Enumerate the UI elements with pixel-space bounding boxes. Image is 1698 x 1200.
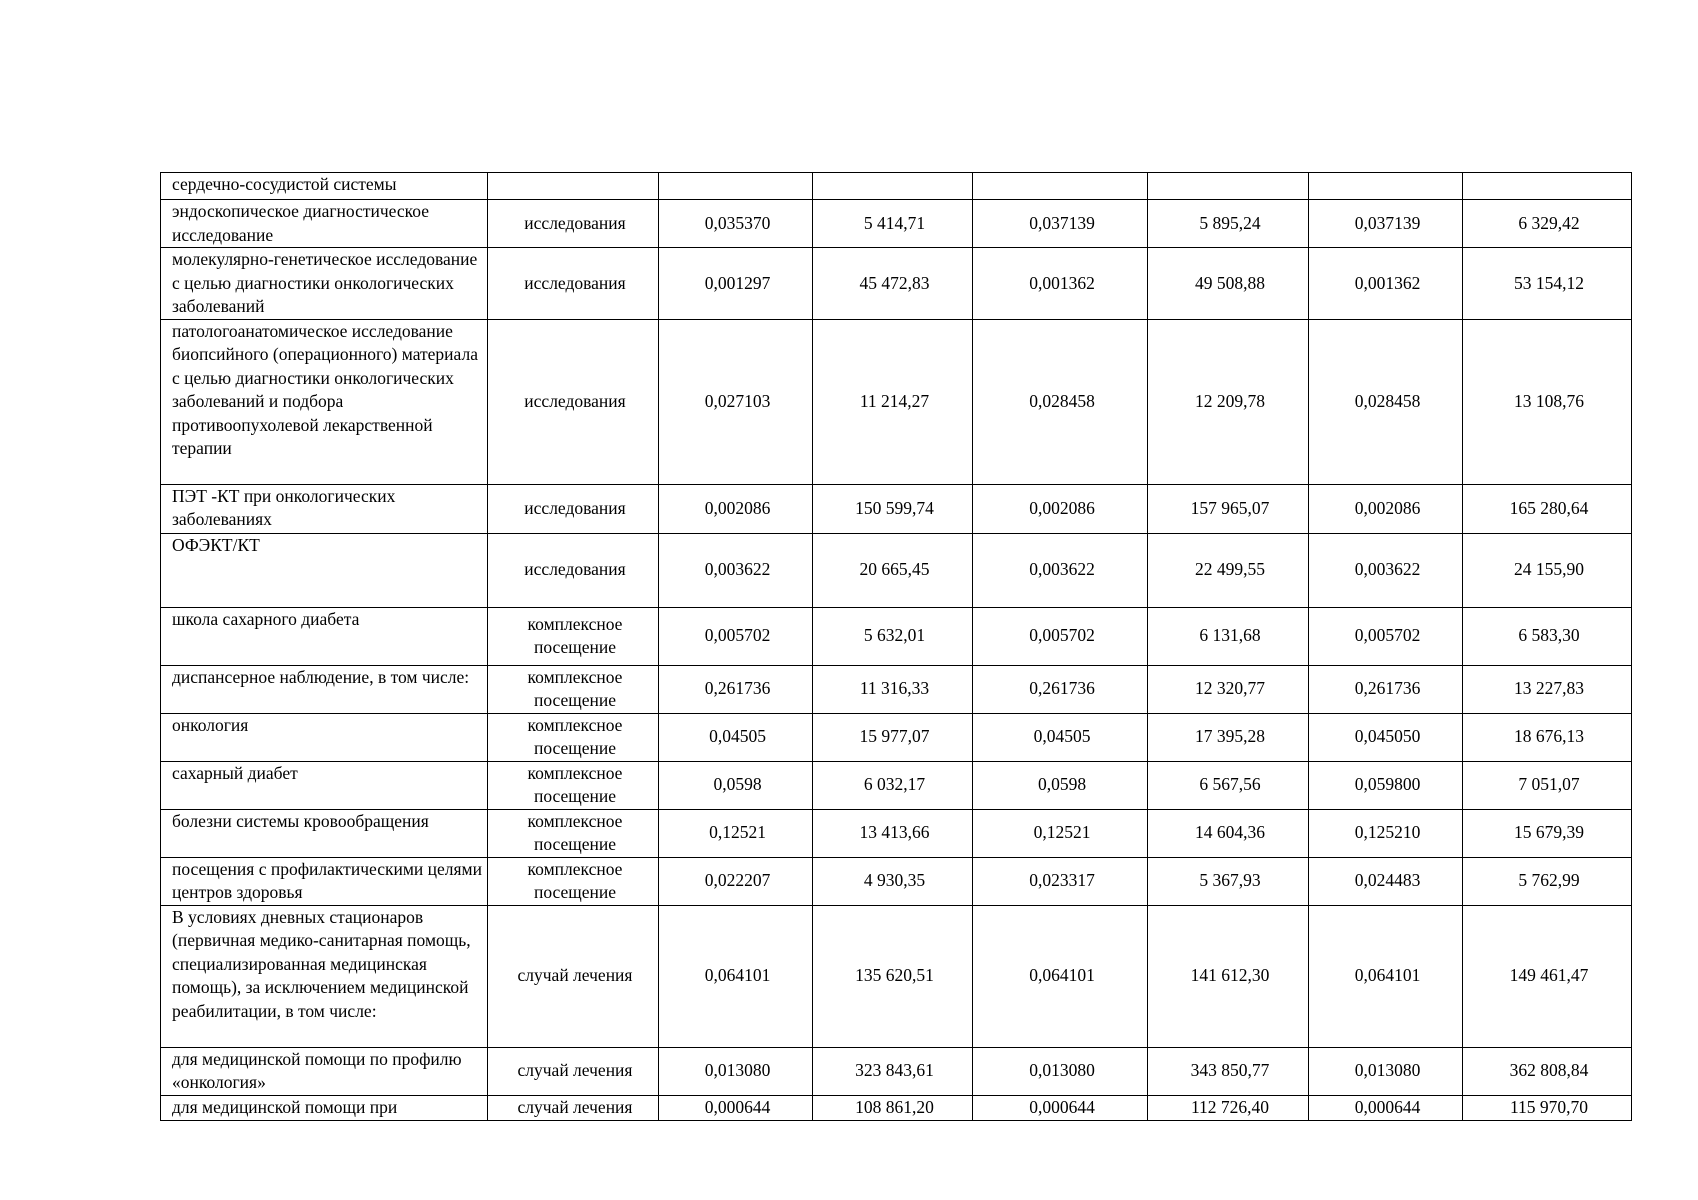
cell-value: 17 395,28 — [1148, 713, 1309, 761]
cell-value: 0,002086 — [659, 484, 813, 533]
row-name: молекулярно-генетическое исследование с целью диагностики онкологических заболеваний — [161, 248, 488, 320]
cell-value: 12 209,78 — [1148, 319, 1309, 484]
row-name: диспансерное наблюдение, в том числе: — [161, 665, 488, 713]
table-row — [161, 857, 1632, 905]
row-name: сердечно-сосудистой системы — [161, 173, 488, 200]
table-row — [161, 1047, 1632, 1095]
cell-value: 150 599,74 — [813, 484, 973, 533]
cell-value: 5 414,71 — [813, 200, 973, 248]
row-name: школа сахарного диабета — [161, 607, 488, 665]
row-unit: комплексное посещение — [488, 607, 659, 665]
row-unit: комплексное посещение — [488, 761, 659, 809]
row-name: сахарный диабет — [161, 761, 488, 809]
cell-value — [973, 173, 1148, 200]
row-name: ПЭТ -КТ при онкологических заболеваниях — [161, 484, 488, 533]
cell-value: 0,04505 — [973, 713, 1148, 761]
cell-value: 362 808,84 — [1463, 1047, 1632, 1095]
cell-value: 6 567,56 — [1148, 761, 1309, 809]
cell-value: 13 227,83 — [1463, 665, 1632, 713]
cell-value: 115 970,70 — [1463, 1095, 1632, 1120]
row-unit: комплексное посещение — [488, 665, 659, 713]
cell-value: 13 413,66 — [813, 809, 973, 857]
cell-value: 18 676,13 — [1463, 713, 1632, 761]
cell-value: 0,013080 — [1309, 1047, 1463, 1095]
row-unit: случай лечения — [488, 1095, 659, 1120]
cell-value: 11 316,33 — [813, 665, 973, 713]
cell-value: 0,064101 — [973, 905, 1148, 1047]
cell-value: 45 472,83 — [813, 248, 973, 320]
cell-value: 0,12521 — [659, 809, 813, 857]
row-name: болезни системы кровообращения — [161, 809, 488, 857]
cell-value: 14 604,36 — [1148, 809, 1309, 857]
cell-value: 11 214,27 — [813, 319, 973, 484]
row-unit: случай лечения — [488, 905, 659, 1047]
cell-value: 0,0598 — [973, 761, 1148, 809]
cell-value: 0,013080 — [973, 1047, 1148, 1095]
row-name: В условиях дневных стационаров (первичная медико-санитарная помощь, специализированная медицинская помощь), за исключением медицинской реабилитации, в том числе: — [161, 905, 488, 1047]
row-name: для медицинской помощи при — [161, 1095, 488, 1120]
cell-value: 0,005702 — [659, 607, 813, 665]
cell-value — [1148, 173, 1309, 200]
cell-value: 149 461,47 — [1463, 905, 1632, 1047]
row-unit: исследования — [488, 484, 659, 533]
table-row — [161, 200, 1632, 248]
cell-value: 0,261736 — [1309, 665, 1463, 713]
cell-value: 20 665,45 — [813, 533, 973, 607]
cell-value: 0,000644 — [659, 1095, 813, 1120]
cell-value: 6 329,42 — [1463, 200, 1632, 248]
cell-value: 0,125210 — [1309, 809, 1463, 857]
cell-value: 0,003622 — [659, 533, 813, 607]
table-row — [161, 607, 1632, 665]
row-name: эндоскопическое диагностическое исследование — [161, 200, 488, 248]
table-row — [161, 173, 1632, 200]
cell-value: 0,001297 — [659, 248, 813, 320]
row-unit: случай лечения — [488, 1047, 659, 1095]
cell-value: 323 843,61 — [813, 1047, 973, 1095]
table-row — [161, 713, 1632, 761]
cell-value: 6 131,68 — [1148, 607, 1309, 665]
cell-value: 0,023317 — [973, 857, 1148, 905]
cell-value: 0,045050 — [1309, 713, 1463, 761]
table-row — [161, 319, 1632, 484]
cell-value: 0,001362 — [973, 248, 1148, 320]
row-unit: исследования — [488, 248, 659, 320]
cell-value: 13 108,76 — [1463, 319, 1632, 484]
cell-value — [813, 173, 973, 200]
cell-value: 6 583,30 — [1463, 607, 1632, 665]
cell-value: 135 620,51 — [813, 905, 973, 1047]
cell-value — [1309, 173, 1463, 200]
row-unit — [488, 173, 659, 200]
cell-value: 165 280,64 — [1463, 484, 1632, 533]
table-row — [161, 809, 1632, 857]
cell-value: 0,261736 — [973, 665, 1148, 713]
cell-value: 112 726,40 — [1148, 1095, 1309, 1120]
row-unit: исследования — [488, 319, 659, 484]
data-table — [160, 172, 1632, 1121]
cell-value: 343 850,77 — [1148, 1047, 1309, 1095]
cell-value: 0,003622 — [973, 533, 1148, 607]
row-name: патологоанатомическое исследование биопсийного (операционного) материала с целью диагностики онкологических заболеваний и подбора противоопухолевой лекарственной терапии — [161, 319, 488, 484]
cell-value: 0,013080 — [659, 1047, 813, 1095]
row-unit: комплексное посещение — [488, 809, 659, 857]
cell-value — [1463, 173, 1632, 200]
cell-value: 0,064101 — [1309, 905, 1463, 1047]
cell-value: 0,261736 — [659, 665, 813, 713]
cell-value: 12 320,77 — [1148, 665, 1309, 713]
cell-value: 0,12521 — [973, 809, 1148, 857]
cell-value: 0,028458 — [973, 319, 1148, 484]
cell-value: 5 632,01 — [813, 607, 973, 665]
cell-value: 0,005702 — [1309, 607, 1463, 665]
table-row — [161, 905, 1632, 1047]
cell-value: 49 508,88 — [1148, 248, 1309, 320]
cell-value: 0,005702 — [973, 607, 1148, 665]
cell-value: 108 861,20 — [813, 1095, 973, 1120]
cell-value: 141 612,30 — [1148, 905, 1309, 1047]
cell-value: 24 155,90 — [1463, 533, 1632, 607]
row-unit: исследования — [488, 533, 659, 607]
cell-value: 0,059800 — [1309, 761, 1463, 809]
row-name: ОФЭКТ/КТ — [161, 533, 488, 607]
cell-value: 0,024483 — [1309, 857, 1463, 905]
cell-value: 5 367,93 — [1148, 857, 1309, 905]
row-name: онкология — [161, 713, 488, 761]
cell-value: 0,002086 — [1309, 484, 1463, 533]
table-row — [161, 484, 1632, 533]
cell-value: 0,04505 — [659, 713, 813, 761]
cell-value: 0,003622 — [1309, 533, 1463, 607]
cell-value: 5 762,99 — [1463, 857, 1632, 905]
cell-value: 0,001362 — [1309, 248, 1463, 320]
cell-value: 22 499,55 — [1148, 533, 1309, 607]
cell-value: 0,037139 — [973, 200, 1148, 248]
table-row — [161, 761, 1632, 809]
row-name: посещения с профилактическими целями центров здоровья — [161, 857, 488, 905]
table-row — [161, 1095, 1632, 1120]
cell-value: 53 154,12 — [1463, 248, 1632, 320]
cell-value: 157 965,07 — [1148, 484, 1309, 533]
cell-value: 0,000644 — [1309, 1095, 1463, 1120]
cell-value: 7 051,07 — [1463, 761, 1632, 809]
cell-value: 0,064101 — [659, 905, 813, 1047]
table-row — [161, 665, 1632, 713]
table-row — [161, 248, 1632, 320]
cell-value: 0,0598 — [659, 761, 813, 809]
row-unit: комплексное посещение — [488, 857, 659, 905]
cell-value: 0,027103 — [659, 319, 813, 484]
cell-value: 0,037139 — [1309, 200, 1463, 248]
row-unit: исследования — [488, 200, 659, 248]
cell-value: 0,002086 — [973, 484, 1148, 533]
cell-value: 0,022207 — [659, 857, 813, 905]
cell-value: 4 930,35 — [813, 857, 973, 905]
row-unit: комплексное посещение — [488, 713, 659, 761]
cell-value: 15 977,07 — [813, 713, 973, 761]
cell-value: 0,035370 — [659, 200, 813, 248]
row-name: для медицинской помощи по профилю «онкология» — [161, 1047, 488, 1095]
cell-value: 6 032,17 — [813, 761, 973, 809]
cell-value: 0,000644 — [973, 1095, 1148, 1120]
cell-value: 5 895,24 — [1148, 200, 1309, 248]
cell-value — [659, 173, 813, 200]
table-row — [161, 533, 1632, 607]
cell-value: 0,028458 — [1309, 319, 1463, 484]
cell-value: 15 679,39 — [1463, 809, 1632, 857]
